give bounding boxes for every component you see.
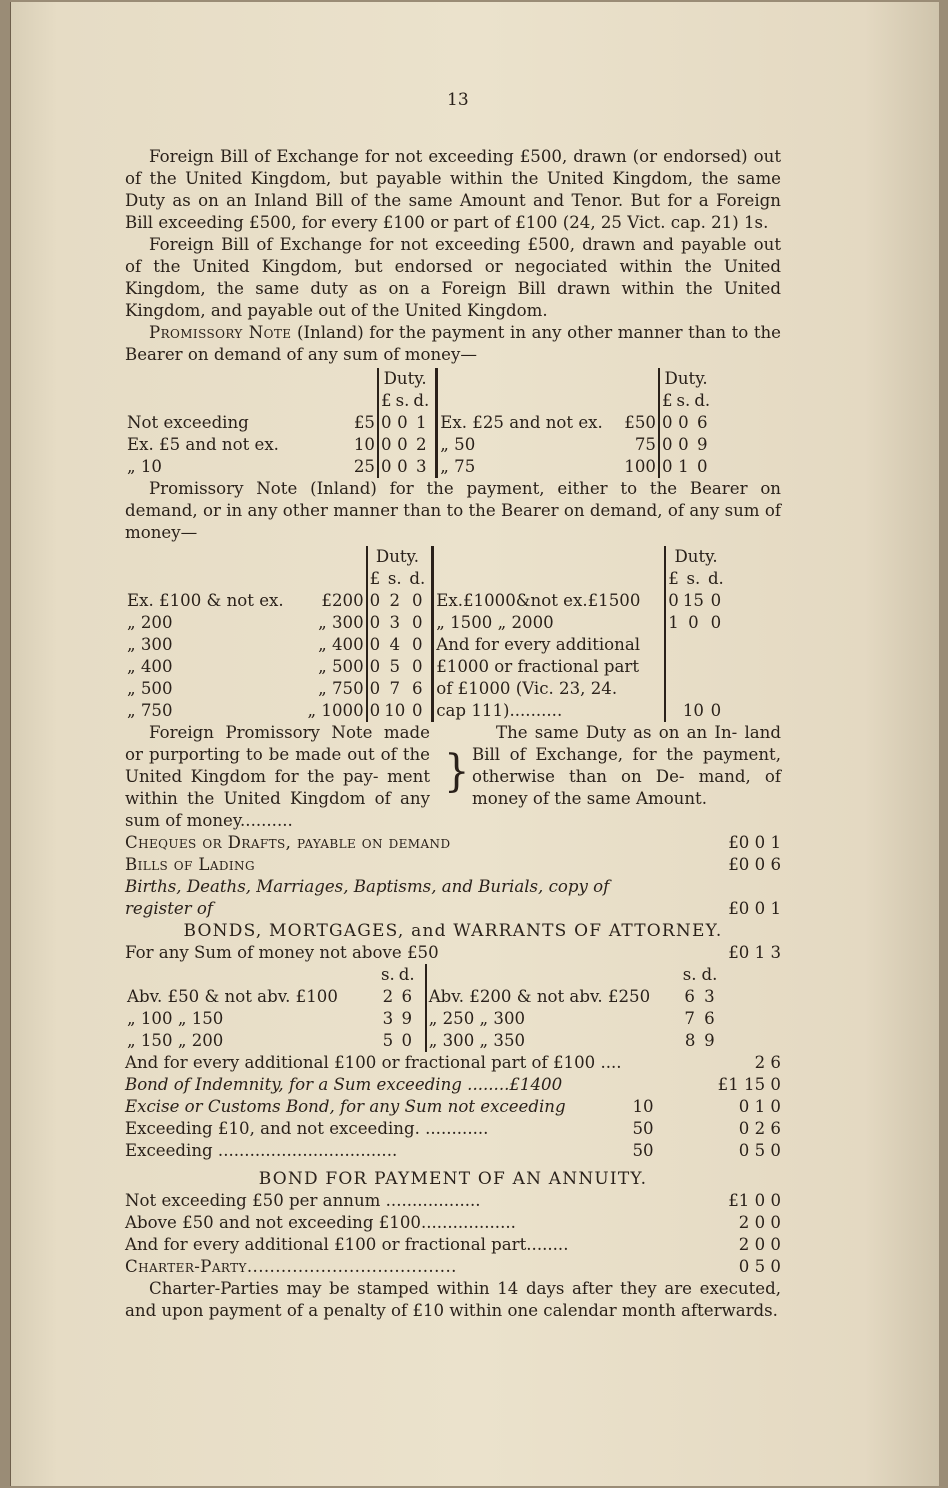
heading-promissory-note: Promissory Note bbox=[149, 323, 292, 342]
foreign-note-left: Foreign Promissory Note made or purporting to be made out of the United Kingdom for the pay- ment within the United Kingdom of any sum of money.......... bbox=[125, 723, 430, 830]
foreign-note-right: The same Duty as on an In- land Bill of Exchange, for the payment, otherwise than on De- mand, of money of the same Amount. bbox=[472, 723, 781, 808]
row-bond-additional: And for every additional £100 or fractional part of £100 .... 2 6 bbox=[125, 1053, 781, 1072]
paragraph-foreign-bill-2: Foreign Bill of Exchange for not exceeding £500, drawn and payable out of the United Kingdom, but endorsed or negociated within the United Kingdom, the same duty as on a Foreign Bill drawn within the United Kingdom, and payable out of the United Kingdom. bbox=[125, 235, 781, 320]
table-row: „ 50 75 0 0 9 bbox=[440, 435, 708, 454]
table-row: Ex. £5 and not ex. 10 0 0 2 bbox=[127, 435, 427, 454]
row-charter-party: Charter-Party..................................... 0 5 0 bbox=[125, 1257, 781, 1276]
table-row: „ 100 „ 150 3 9 bbox=[127, 1009, 413, 1028]
table-row: Ex.£1000&not ex.£1500 0 15 0 bbox=[436, 591, 722, 610]
heading-annuity: BOND FOR PAYMENT OF AN ANNUITY. bbox=[258, 1169, 648, 1189]
table-row: cap 111).......... 10 0 bbox=[436, 701, 722, 720]
duty-table-right-2: Duty. £ s. d. Ex.£1000&not ex.£1500 0 15 0 „ 1500 „ 2000 1 0 0 And for every additional £1000 or fractional part of £1000 (Vic. 23, 24. cap 111).......... 10 0 bbox=[431, 546, 726, 722]
table-row: „ 200 „ 300 0 3 0 bbox=[127, 613, 423, 632]
book-page bbox=[10, 2, 939, 1486]
row-bond-exceeding: Exceeding .................................. 50 0 5 0 bbox=[125, 1141, 781, 1160]
table-row: „ 75 100 0 1 0 bbox=[440, 457, 708, 476]
table-row: „ 10 25 0 0 3 bbox=[127, 457, 427, 476]
table-row: „ 150 „ 200 5 0 bbox=[127, 1031, 413, 1050]
table-row: „ 300 „ 350 8 9 bbox=[428, 1031, 715, 1050]
paragraph-promissory-inland: Promissory Note (Inland) for the payment in any other manner than to the Bearer on demand of any sum of money— bbox=[125, 323, 781, 364]
duty-table-left-2: Duty. £ s. d. Ex. £100 & not ex. £200 0 2 0 „ 200 „ 300 0 3 0 „ 300 „ 400 0 4 0 „ 400 „ 500 0 5 0 „ 500 „ 750 0 7 6 „ 750 „ 1000 0 10 0 bbox=[127, 547, 426, 720]
table-row: Not exceeding £5 0 0 1 bbox=[127, 413, 427, 432]
promissory-duty-table-2 bbox=[125, 546, 781, 722]
paragraph-promissory-either: Promissory Note (Inland) for the payment, either to the Bearer on demand, or in any other manner than to the Bearer on demand, of any sum of money— bbox=[125, 479, 781, 542]
table-row: Ex. £100 & not ex. £200 0 2 0 bbox=[127, 591, 423, 610]
table-row: „ 500 „ 750 0 7 6 bbox=[127, 679, 423, 698]
row-bond-excise: Excise or Customs Bond, for any Sum not exceeding 10 0 1 0 bbox=[125, 1097, 781, 1116]
row-bond-indemnity: Bond of Indemnity, for a Sum exceeding ........£1400 £1 15 0 bbox=[125, 1075, 781, 1094]
row-annuity-3: And for every additional £100 or fractional part........ 2 0 0 bbox=[125, 1235, 781, 1254]
table-row: „ 1500 „ 2000 1 0 0 bbox=[436, 613, 722, 632]
table-row: £1000 or fractional part bbox=[433, 656, 726, 678]
table-row: And for every additional bbox=[433, 634, 726, 656]
bonds-table-right: s. d. Abv. £200 & not abv. £250 6 3 „ 250 „ 300 7 6 „ 300 „ 350 8 9 bbox=[425, 964, 720, 1052]
row-bills-of-lading: Bills of Lading £0 0 6 bbox=[125, 855, 781, 874]
row-bond-exceeding-10: Exceeding £10, and not exceeding. ............ 50 0 2 6 bbox=[125, 1119, 781, 1138]
row-births-deaths: Births, Deaths, Marriages, Baptisms, and Burials, copy of register of £0 0 1 bbox=[125, 877, 781, 918]
row-annuity-1: Not exceeding £50 per annum .................. £1 0 0 bbox=[125, 1191, 781, 1210]
duty-table-left: Duty. £ s. d. Not exceeding £5 0 0 1 Ex. £5 and not ex. 10 0 0 2 „ 10 25 0 0 3 bbox=[127, 369, 430, 476]
row-bonds-first: For any Sum of money not above £50 £0 1 3 bbox=[125, 943, 781, 962]
brace-icon: } bbox=[444, 746, 470, 797]
table-row: Abv. £200 & not abv. £250 6 3 bbox=[428, 987, 715, 1006]
foreign-promissory-note bbox=[125, 722, 781, 832]
promissory-duty-table-1 bbox=[125, 368, 781, 478]
page-text bbox=[125, 146, 781, 1322]
table-row: „ 750 „ 1000 0 10 0 bbox=[127, 701, 423, 720]
bonds-table bbox=[125, 964, 781, 1052]
paragraph-charter-parties: Charter-Parties may be stamped within 14 days after they are executed, and upon payment of a penalty of £10 within one calendar month afterwards. bbox=[125, 1279, 781, 1320]
table-row: „ 250 „ 300 7 6 bbox=[428, 1009, 715, 1028]
row-annuity-2: Above £50 and not exceeding £100.................. 2 0 0 bbox=[125, 1213, 781, 1232]
row-cheques: Cheques or Drafts, payable on demand £0 0 1 bbox=[125, 833, 781, 852]
duty-table-right: Duty. £ s. d. Ex. £25 and not ex. £50 0 0 6 „ 50 75 0 0 9 „ 75 100 0 1 0 bbox=[435, 368, 712, 478]
table-row: „ 400 „ 500 0 5 0 bbox=[127, 657, 423, 676]
table-row: Abv. £50 & not abv. £100 2 6 bbox=[127, 987, 413, 1006]
table-row: of £1000 (Vic. 23, 24. bbox=[433, 678, 726, 700]
page-number: 13 bbox=[447, 90, 469, 110]
table-row: „ 300 „ 400 0 4 0 bbox=[127, 635, 423, 654]
bonds-table-left: s. d. Abv. £50 & not abv. £100 2 6 „ 100 „ 150 3 9 „ 150 „ 200 5 0 bbox=[127, 965, 415, 1050]
table-row: Ex. £25 and not ex. £50 0 0 6 bbox=[440, 413, 708, 432]
paragraph-foreign-bill-1: Foreign Bill of Exchange for not exceeding £500, drawn (or endorsed) out of the United Kingdom, but payable within the United Kingdom, the same Duty as on an Inland Bill of the same Amount and Tenor. But for a Foreign Bill exceeding £500, for every £100 or part of £100 (24, 25 Vict. cap. 21) 1s. bbox=[125, 147, 781, 232]
heading-bonds: BONDS, MORTGAGES, and WARRANTS OF ATTORNEY. bbox=[183, 921, 723, 941]
